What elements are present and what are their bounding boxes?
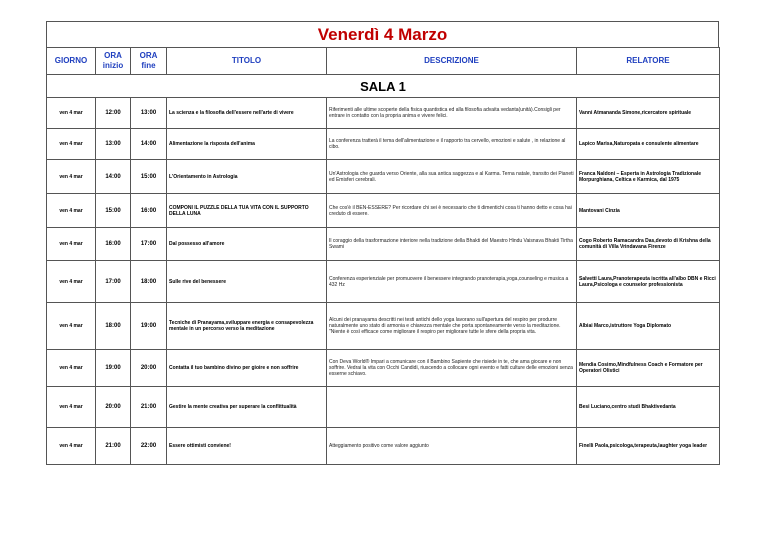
row-speaker: Salvetti Laura,Pranoterapeuta iscritta all'albo DBN e Ricci Laura,Psicologa e counselor professionista [577,261,720,303]
row-description: Che cos'è il BEN-ESSERE? Per ricordare chi sei è necessario che ti dimentichi cosa ti hanno detto e cosa hai creduto di essere. [327,194,577,228]
row-description: Un'Astrologia che guarda verso Oriente, alla sua antica saggezza e al Karma. Terna natale, transito dei Pianeti ed Emisferi cerebrali. [327,160,577,194]
row-start-time: 19:00 [96,350,131,387]
row-end-time: 13:00 [131,98,167,129]
row-date: ven 4 mar [47,160,96,194]
row-description: Alcuni dei pranayama descritti nei testi antichi dello yoga lavorano sull'apertura del respiro per produrre naturalmente uno stato di armonia e chiarezza mentale che porta spontaneamente verso la meditazione. "Niente è così efficace come migliorare il respiro per migliorare tutte le sfere della propria vita. [327,303,577,350]
row-title: Dal possesso all'amore [167,228,327,261]
header-relatore: RELATORE [577,48,720,75]
schedule-rows [47,98,720,465]
row-description: Il coraggio della trasformazione interiore nella tradizione della Bhakti del Maestro Hindu Vaisnava Bhakti Tirtha Swami [327,228,577,261]
row-speaker: Mendia Cosimo,Mindfulness Coach e Formatore per Operatori Olistici [577,350,720,387]
row-description: Conferenza esperienziale per promuovere il benessere integrando pranoterapia,yoga,counseling e musica a 432 Hz [327,261,577,303]
table-row [47,261,720,303]
row-title: L'Orientamento in Astrologia [167,160,327,194]
row-start-time: 15:00 [96,194,131,228]
row-end-time: 18:00 [131,261,167,303]
schedule-table [46,47,720,465]
table-row [47,350,720,387]
row-description: Atteggiamento positivo come valore aggiunto [327,428,577,465]
row-title: Gestire la mente creativa per superare la conflittualità [167,387,327,428]
row-date: ven 4 mar [47,303,96,350]
row-start-time: 21:00 [96,428,131,465]
schedule-sheet [46,21,719,465]
table-row [47,129,720,160]
row-description [327,387,577,428]
table-row [47,228,720,261]
row-title: La scienza e la filosofia dell'essere nell'arte di vivere [167,98,327,129]
table-row [47,98,720,129]
row-speaker: Franca Naldoni – Esperta in Astrologia Tradizionale Morpurghiana, Celtica e Karmica, dal 1975 [577,160,720,194]
table-row [47,387,720,428]
row-end-time: 19:00 [131,303,167,350]
header-descrizione: DESCRIZIONE [327,48,577,75]
table-row [47,194,720,228]
sala-label: SALA 1 [47,75,720,98]
row-title: Essere ottimisti conviene! [167,428,327,465]
table-row [47,428,720,465]
row-date: ven 4 mar [47,194,96,228]
row-start-time: 18:00 [96,303,131,350]
row-speaker: Finelli Paola,psicologa,terapeuta,laughter yoga leader [577,428,720,465]
row-date: ven 4 mar [47,428,96,465]
row-end-time: 17:00 [131,228,167,261]
row-start-time: 17:00 [96,261,131,303]
row-end-time: 16:00 [131,194,167,228]
table-row [47,160,720,194]
row-end-time: 15:00 [131,160,167,194]
row-speaker: Cogo Roberto Ramacandra Das,devoto di Krishna della comunità di Villa Vrindavana Firenze [577,228,720,261]
row-start-time: 13:00 [96,129,131,160]
row-speaker: Lapico Marisa,Naturopata e consulente alimentare [577,129,720,160]
sala-row [47,75,720,98]
row-speaker: Vanni Atmananda Simone,ricercatore spirituale [577,98,720,129]
row-date: ven 4 mar [47,129,96,160]
row-end-time: 20:00 [131,350,167,387]
row-start-time: 16:00 [96,228,131,261]
row-speaker: Besi Luciano,centro studi Bhaktivedanta [577,387,720,428]
row-title: Tecniche di Pranayama,sviluppare energia e consapevolezza mentale in un percorso verso la meditazione [167,303,327,350]
row-title: COMPONI IL PUZZLE DELLA TUA VITA CON IL SUPPORTO DELLA LUNA [167,194,327,228]
header-giorno: GIORNO [47,48,96,75]
header-ora-fine: ORA fine [131,48,167,75]
row-end-time: 22:00 [131,428,167,465]
row-description: Riferimenti alle ultime scoperte della fisica quantistica ed alla filosofia advaita vedanta(unità).Consigli per entrare in contatto con la propria anima e vivere felici. [327,98,577,129]
header-titolo: TITOLO [167,48,327,75]
page-title: Venerdì 4 Marzo [46,21,719,47]
row-date: ven 4 mar [47,261,96,303]
row-speaker: Albiai Marco,istruttore Yoga Diplomato [577,303,720,350]
row-date: ven 4 mar [47,98,96,129]
row-start-time: 14:00 [96,160,131,194]
row-end-time: 14:00 [131,129,167,160]
row-description: Con Deva World® Impari a comunicare con il Bambino Sapiente che risiede in te, che ama giocare e non soffrire. Vedrai la vita con Occhi Candidi, riuscendo a collocare ogni evento e fatti culture delle emozioni senza esserne schiavo. [327,350,577,387]
row-date: ven 4 mar [47,228,96,261]
row-title: Contatta il tuo bambino divino per gioire e non soffrire [167,350,327,387]
row-start-time: 12:00 [96,98,131,129]
row-description: La conferenza tratterà il tema dell'alimentazione e il rapporto tra cervello, emozioni e salute , in relazione al cibo. [327,129,577,160]
row-start-time: 20:00 [96,387,131,428]
row-title: Alimentazione la risposta dell'anima [167,129,327,160]
table-row [47,303,720,350]
row-speaker: Mantovani Cinzia [577,194,720,228]
header-row [47,48,720,75]
header-ora-inizio: ORA inizio [96,48,131,75]
row-title: Sulle rive del benessere [167,261,327,303]
row-date: ven 4 mar [47,350,96,387]
row-end-time: 21:00 [131,387,167,428]
row-date: ven 4 mar [47,387,96,428]
